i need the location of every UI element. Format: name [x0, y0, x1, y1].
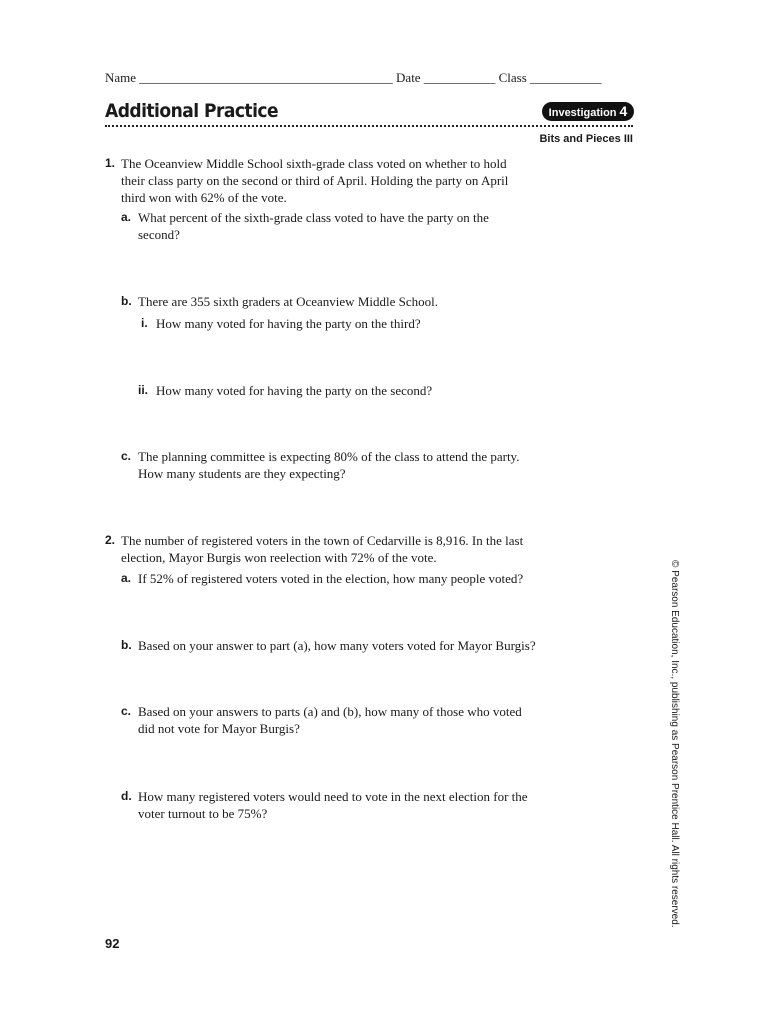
question-2d-label: d. — [121, 789, 132, 803]
question-1a-label: a. — [121, 210, 132, 224]
question-2a-label: a. — [121, 571, 132, 585]
page-number: 92 — [105, 936, 120, 951]
page-title: Additional Practice — [105, 100, 279, 122]
question-2b-text: Based on your answer to part (a), how many voters voted for Mayor Burgis? — [138, 638, 536, 653]
copyright-text: © Pearson Education, Inc., publishing as Pearson Prentice Hall. All rights reserved. — [669, 560, 680, 928]
question-1c-line: The planning committee is expecting 80% of the class to attend the party. — [138, 449, 520, 464]
question-1-line: third won with 62% of the vote. — [121, 190, 287, 205]
investigation-number: 4 — [619, 103, 628, 119]
question-1c-text — [138, 448, 519, 482]
question-2b-label: b. — [121, 638, 132, 652]
unit-subtitle: Bits and Pieces III — [539, 133, 633, 145]
question-1a-line: What percent of the sixth-grade class voted to have the party on the — [138, 210, 489, 225]
question-2-line: The number of registered voters in the town of Cedarville is 8,916. In the last — [121, 533, 524, 548]
question-1b-ii-label: ii. — [138, 383, 149, 397]
copyright-notice — [668, 560, 682, 928]
dotted-divider — [105, 125, 633, 127]
question-2d-text — [138, 788, 528, 822]
investigation-label: Investigation — [548, 107, 617, 119]
question-1a-line: second? — [138, 227, 180, 242]
question-2c-line: did not vote for Mayor Burgis? — [138, 721, 300, 736]
question-2a-text: If 52% of registered voters voted in the election, how many people voted? — [138, 571, 524, 586]
question-2d-line: voter turnout to be 75%? — [138, 806, 268, 821]
question-2d-line: How many registered voters would need to vote in the next election for the — [138, 789, 528, 804]
question-1c-line: How many students are they expecting? — [138, 466, 346, 481]
question-2c-line: Based on your answers to parts (a) and (b), how many of those who voted — [138, 704, 522, 719]
question-1b-text: There are 355 sixth graders at Oceanview Middle School. — [138, 294, 438, 309]
name-date-class-line: Name _______________________________________ Date ___________ Class ___________ — [105, 70, 602, 85]
question-1a-text — [138, 209, 489, 243]
question-1b-i-text: How many voted for having the party on the third? — [156, 316, 421, 331]
question-1b-ii-text: How many voted for having the party on the second? — [156, 383, 433, 398]
question-1b-label: b. — [121, 294, 132, 308]
question-1-text — [121, 155, 508, 206]
investigation-badge — [542, 102, 634, 121]
question-1c-label: c. — [121, 449, 132, 463]
question-2-line: election, Mayor Burgis won reelection with 72% of the vote. — [121, 550, 437, 565]
question-2c-label: c. — [121, 704, 132, 718]
question-1b-i-label: i. — [141, 316, 148, 330]
question-1-line: The Oceanview Middle School sixth-grade class voted on whether to hold — [121, 156, 507, 171]
question-2-text — [121, 532, 523, 566]
question-2c-text — [138, 703, 522, 737]
question-1-number: 1. — [105, 156, 116, 170]
question-2-number: 2. — [105, 533, 116, 547]
question-1-line: their class party on the second or third of April. Holding the party on April — [121, 173, 509, 188]
